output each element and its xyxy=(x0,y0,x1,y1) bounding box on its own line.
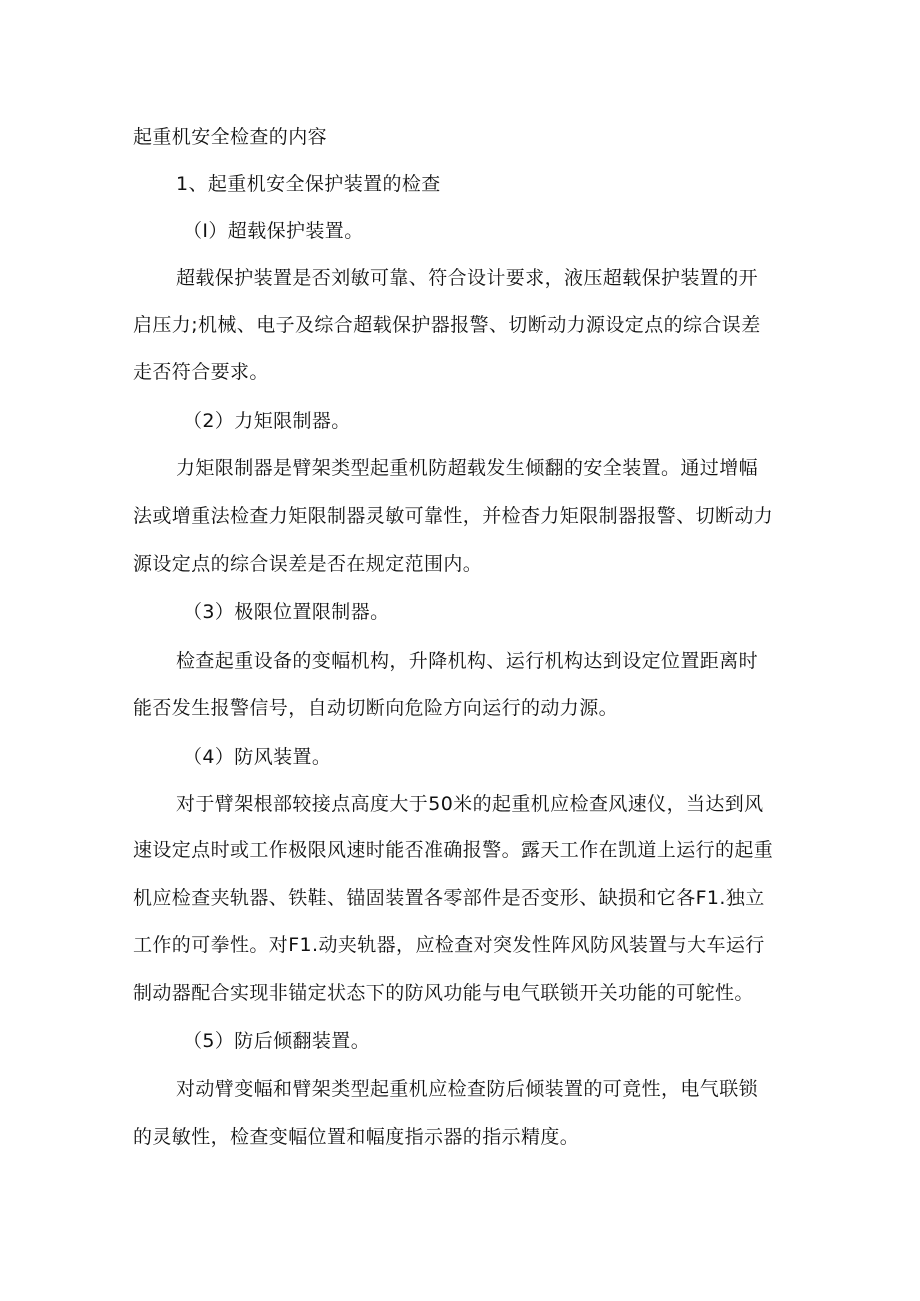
document-title: 起重机安全检查的内容 xyxy=(133,126,328,148)
item-2-line-1: 力矩限制器是臂架类型起重机防超载发生倾翻的安全装置。通过增幅 xyxy=(176,457,759,479)
item-3-line-1: 检查起重设备的变幅机构，升降机构、运行机构达到设定位置距离时 xyxy=(176,650,759,672)
item-4-line-5: 制动器配合实现非锚定状态下的防风功能与电气联锁开关功能的可鸵性。 xyxy=(133,982,754,1004)
item-1-line-2: 启压力;机械、电子及综合超载保护器报警、切断动力源设定点的综合误差 xyxy=(133,314,761,336)
item-2-line-2: 法或增重法检查力矩限制器灵敏可靠性，并检杳力矩限制器报警、切断动力 xyxy=(133,505,774,527)
item-2-line-3: 源设定点的综合误差是否在规定范围内。 xyxy=(133,553,483,575)
item-1-heading: （I）超载保护装置。 xyxy=(183,220,364,242)
item-4-line-2: 速设定点时或工作极限风速时能否准确报警。露天工作在凯道上运行的起重 xyxy=(133,839,774,861)
item-3-line-2: 能否发生报警信号，自动切断向危险方向运行的动力源。 xyxy=(133,697,619,719)
item-4-line-1: 对于臂架根部较接点高度大于50米的起重机应检查风速仪，当达到风 xyxy=(176,793,764,815)
item-4-line-3: 机应检查夹轨器、铁鞋、锚固装置各零部件是否变形、缺损和它各F1.独立 xyxy=(133,887,765,909)
item-5-line-1: 对动臂变幅和臂架类型起重机应检查防后倾装置的可竟性，电气联锁 xyxy=(176,1078,759,1100)
item-3-heading: （3）极限位置限制器。 xyxy=(183,601,390,623)
item-4-heading: （4）防风装置。 xyxy=(183,746,332,768)
item-2-heading: （2）力矩限制器。 xyxy=(183,410,351,432)
section-heading: 1、起重机安全保护装置的检查 xyxy=(176,173,441,195)
item-1-line-3: 走否符合要求。 xyxy=(133,361,269,383)
item-1-line-1: 超载保护装置是否刘敏可靠、符合设计要求，液压超载保护装置的开 xyxy=(176,267,759,289)
item-4-line-4: 工作的可拳性。对F1.动夹轨器，应检查对突发性阵风防风装置与大车运行 xyxy=(133,934,765,956)
item-5-heading: （5）防后倾翻装置。 xyxy=(183,1030,371,1052)
item-5-line-2: 的灵敏性，检查变幅位置和幅度指示器的指示精度。 xyxy=(133,1126,580,1148)
